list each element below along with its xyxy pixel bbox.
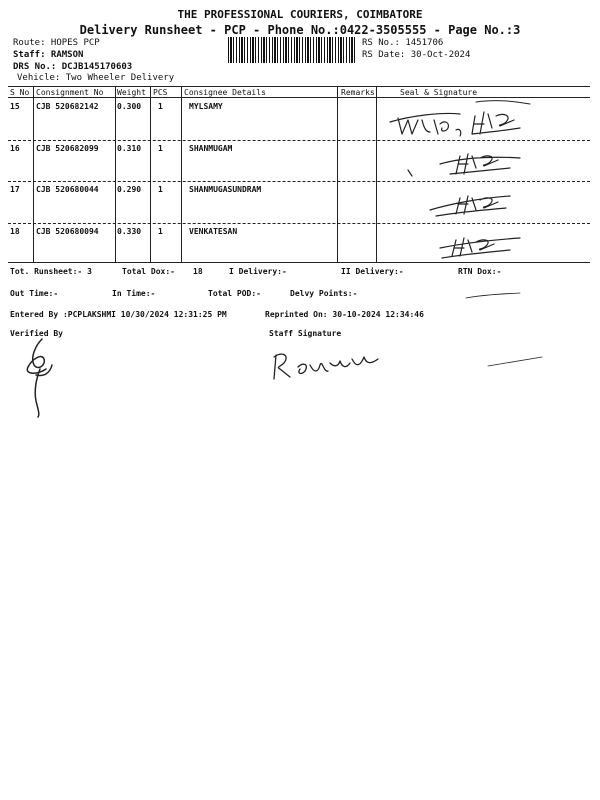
column-header-signature: Seal & Signature: [400, 88, 478, 97]
ii-delivery-label: II Delivery:-: [341, 267, 404, 276]
in-time-label: In Time:-: [112, 289, 156, 298]
column-header-consignment: Consignment No: [36, 88, 104, 97]
rs-number: RS No.: 1451706: [362, 38, 444, 48]
row-sno: 17: [10, 185, 20, 194]
staff-signature-label: Staff Signature: [269, 329, 342, 338]
total-dox-value: 18: [193, 267, 203, 276]
row-pcs: 1: [158, 102, 163, 111]
row-sno: 15: [10, 102, 20, 111]
column-divider: [115, 86, 116, 262]
verified-by-signature: [18, 335, 68, 420]
delvy-points-label: Delvy Points:-: [290, 289, 358, 298]
row-consignment: CJB 520682099: [36, 144, 99, 153]
verified-by-label: Verified By: [10, 329, 63, 338]
staff-label: Staff: RAMSON: [13, 50, 84, 60]
column-divider: [33, 86, 34, 262]
column-divider: [376, 86, 377, 262]
i-delivery-label: I Delivery:-: [229, 267, 287, 276]
row-consignment: CJB 520682142: [36, 102, 99, 111]
row-consignment: CJB 520680044: [36, 185, 99, 194]
row-weight: 0.330: [117, 227, 142, 236]
row-pcs: 1: [158, 227, 163, 236]
column-header-pcs: PCS: [153, 88, 168, 97]
runsheet-title: Delivery Runsheet - PCP - Phone No.:0422-3505555 - Page No.:3: [79, 23, 521, 37]
row-pcs: 1: [158, 144, 163, 153]
tot-runsheet: Tot. Runsheet:- 3: [10, 267, 92, 276]
column-header-weight: Weight: [117, 88, 146, 97]
drs-number: DRS No.: DCJB145170603: [13, 62, 133, 72]
column-header-consignee: Consignee Details: [184, 88, 266, 97]
row-sno: 16: [10, 144, 20, 153]
column-header-remarks: Remarks: [341, 88, 375, 97]
pen-stroke-mark: [464, 290, 524, 304]
row-consignment: CJB 520680094: [36, 227, 99, 236]
pen-stroke-mark: [486, 354, 546, 368]
column-divider: [150, 86, 151, 262]
staff-handwritten-signature: [268, 345, 388, 385]
barcode-image: [228, 37, 356, 63]
table-top-border: [8, 86, 590, 87]
out-time-label: Out Time:-: [10, 289, 59, 298]
column-divider: [181, 86, 182, 262]
reprinted-on: Reprinted On: 30-10-2024 12:34:46: [265, 310, 424, 319]
row-sno: 18: [10, 227, 20, 236]
row-weight: 0.300: [117, 102, 142, 111]
column-header-sno: S No: [10, 88, 30, 97]
row-consignee: SHANMUGAM: [189, 144, 233, 153]
column-divider: [337, 86, 338, 262]
total-dox-label: Total Dox:-: [122, 267, 175, 276]
handwritten-signatures: [380, 98, 590, 263]
row-weight: 0.290: [117, 185, 142, 194]
row-consignee: MYLSAMY: [189, 102, 223, 111]
entered-by: Entered By :PCPLAKSHMI 10/30/2024 12:31:25 PM: [10, 310, 227, 319]
vehicle-label: Vehicle: Two Wheeler Delivery: [17, 73, 175, 83]
route-label: Route: HOPES PCP: [13, 38, 100, 48]
company-title: THE PROFESSIONAL COURIERS, COIMBATORE: [177, 8, 423, 21]
row-weight: 0.310: [117, 144, 142, 153]
rtn-dox-label: RTN Dox:-: [458, 267, 502, 276]
row-pcs: 1: [158, 185, 163, 194]
total-pod-label: Total POD:-: [208, 289, 261, 298]
row-consignee: VENKATESAN: [189, 227, 238, 236]
row-consignee: SHANMUGASUNDRAM: [189, 185, 262, 194]
rs-date: RS Date: 30-Oct-2024: [362, 50, 471, 60]
